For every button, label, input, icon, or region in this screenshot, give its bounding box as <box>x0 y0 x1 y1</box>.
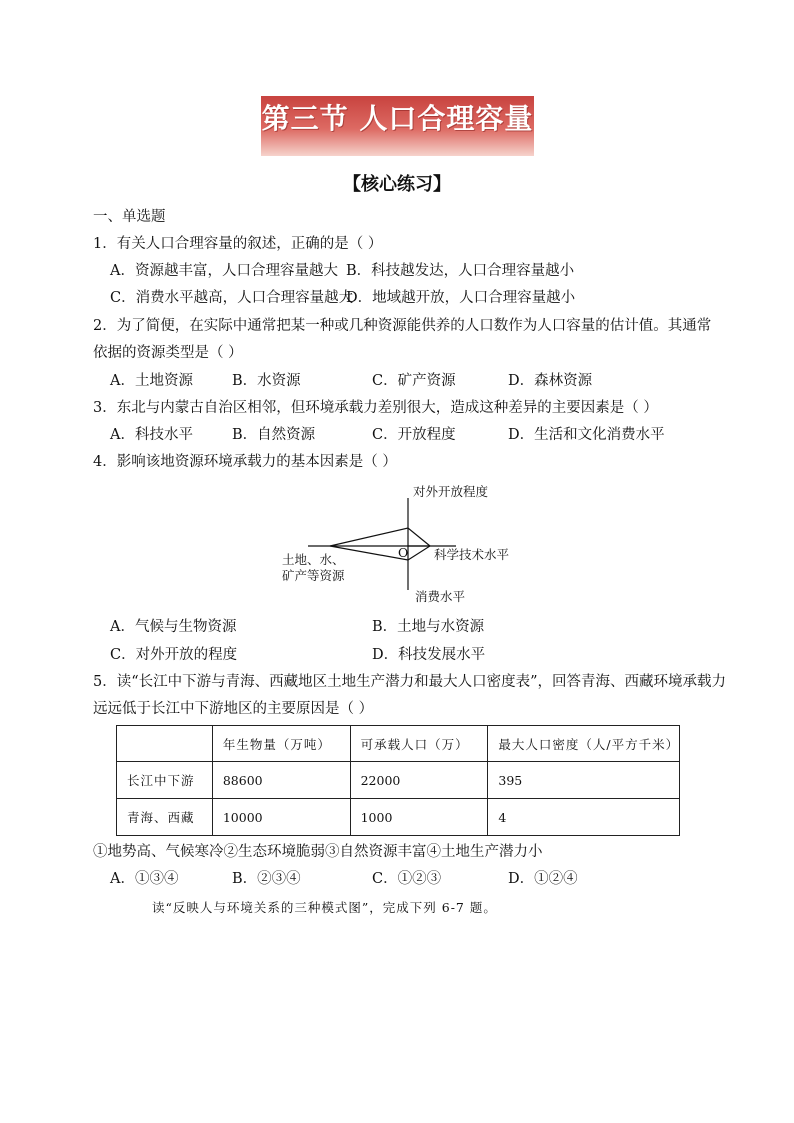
capacity-quadrilateral <box>330 528 430 560</box>
q4-option-d: D．科技发展水平 <box>372 647 486 663</box>
table-header-cell: 最大人口密度（人/平方千米） <box>488 726 680 762</box>
table-row <box>117 799 680 836</box>
q3-option-d: D．生活和文化消费水平 <box>508 427 665 443</box>
table-header-cell: 年生物量（万吨） <box>212 726 350 762</box>
title-banner <box>261 96 534 156</box>
q2-option-c: C．矿产资源 <box>372 373 456 389</box>
q5-option-b: B．②③④ <box>232 871 301 887</box>
q5-option-c: C．①②③ <box>372 871 442 887</box>
bottom-axis-label: 消费水平 <box>415 589 466 604</box>
q5-statements: ①地势高、气候寒冷②生态环境脆弱③自然资源丰富④土地生产潜力小 <box>93 844 543 860</box>
right-axis-label: 科学技术水平 <box>434 547 510 562</box>
q3-option-c: C．开放程度 <box>372 427 456 443</box>
q1-option-a: A．资源越丰富，人口合理容量越大 <box>110 263 338 279</box>
q1-option-d: D．地域越开放，人口合理容量越小 <box>346 290 576 306</box>
q4-option-c: C．对外开放的程度 <box>110 647 238 663</box>
population-density-table <box>116 725 680 836</box>
q2-option-b: B．水资源 <box>232 373 301 389</box>
q2-option-d: D．森林资源 <box>508 373 593 389</box>
table-cell: 4 <box>488 799 680 836</box>
left-axis-label-line2: 矿产等资源 <box>282 568 345 583</box>
q3-option-b: B．自然资源 <box>232 427 316 443</box>
q1-stem: 1．有关人口合理容量的叙述，正确的是（ ） <box>93 236 383 252</box>
top-axis-label: 对外开放程度 <box>413 484 489 499</box>
q5-option-a: A．①③④ <box>110 871 179 887</box>
table-row <box>117 762 680 799</box>
section-heading: 一、单选题 <box>93 209 166 225</box>
table-header-row <box>117 726 680 762</box>
q5-option-d: D．①②④ <box>508 871 578 887</box>
table-header-cell <box>117 726 213 762</box>
table-cell: 22000 <box>350 762 488 799</box>
q2-option-a: A．土地资源 <box>110 373 193 389</box>
left-axis-label-line1: 土地、水、 <box>282 552 345 567</box>
q4-option-b: B．土地与水资源 <box>372 619 485 635</box>
q2-stem-line2: 依据的资源类型是（ ） <box>93 345 243 361</box>
carrying-capacity-diagram <box>278 484 528 606</box>
origin-label: O <box>398 545 409 560</box>
table-cell: 395 <box>488 762 680 799</box>
q3-stem: 3．东北与内蒙古自治区相邻，但环境承载力差别很大，造成这种差异的主要因素是（ ） <box>93 400 658 416</box>
table-cell: 长江中下游 <box>117 762 213 799</box>
table-header-cell: 可承载人口（万） <box>350 726 488 762</box>
q4-stem: 4．影响该地资源环境承载力的基本因素是（ ） <box>93 454 397 470</box>
q5-stem-line1: 5．读“长江中下游与青海、西藏地区土地生产潜力和最大人口密度表”，回答青海、西藏环境承载力 <box>93 674 727 690</box>
table-cell: 1000 <box>350 799 488 836</box>
q4-option-a: A．气候与生物资源 <box>110 619 237 635</box>
q1-option-b: B．科技越发达，人口合理容量越小 <box>346 263 575 279</box>
questions-6-7-intro: 读“反映人与环境关系的三种模式图”，完成下列 6-7 题。 <box>152 900 497 915</box>
section-subtitle: 【核心练习】 <box>343 174 451 195</box>
table-cell: 10000 <box>212 799 350 836</box>
q5-stem-line2: 远远低于长江中下游地区的主要原因是（ ） <box>93 701 374 717</box>
table-cell: 青海、西藏 <box>117 799 213 836</box>
q1-option-c: C．消费水平越高，人口合理容量越大 <box>110 290 354 306</box>
q2-stem-line1: 2．为了简便，在实际中通常把某一种或几种资源能供养的人口数作为人口容量的估计值。其通常 <box>93 318 712 334</box>
table-cell: 88600 <box>212 762 350 799</box>
q3-option-a: A．科技水平 <box>110 427 193 443</box>
page-title: 第三节 人口合理容量 <box>261 102 534 135</box>
